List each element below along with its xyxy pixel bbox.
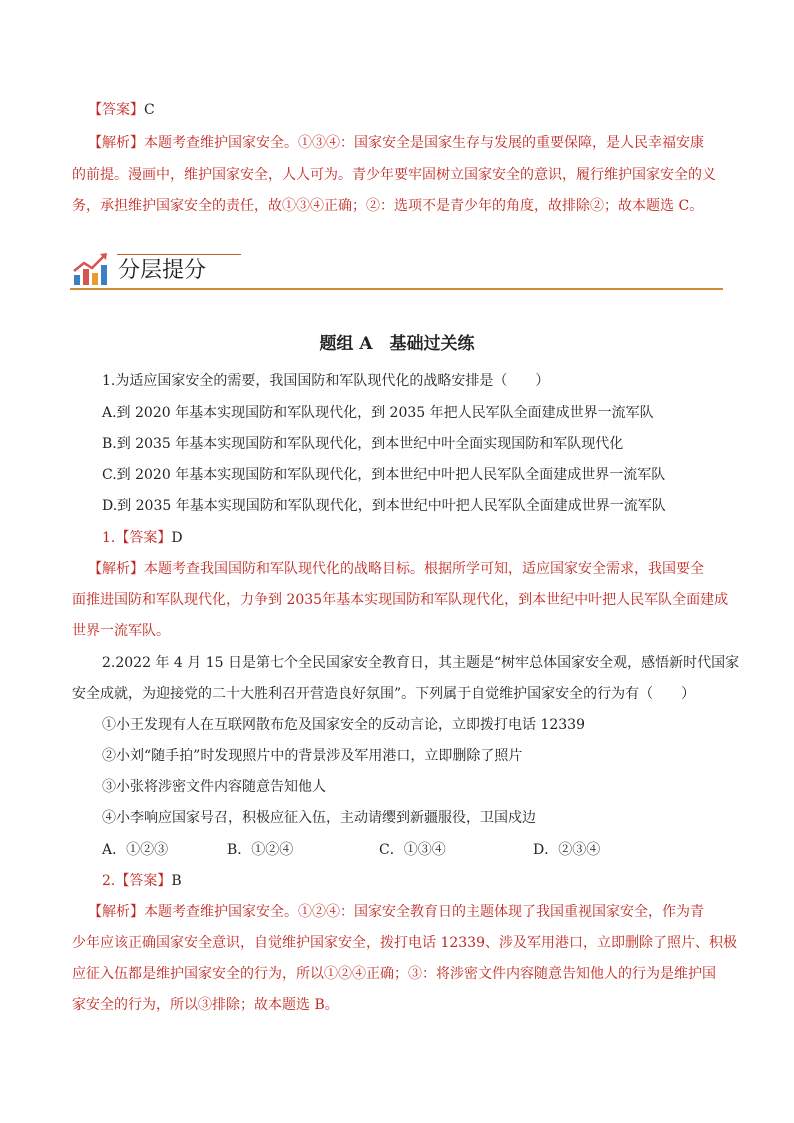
- q2-explanation-line-3: 应征入伍都是维护国家安全的行为，所以①②④正确；③：将涉密文件内容随意告知他人的行为是维护国: [72, 966, 716, 982]
- q2-item-3: ③小张将涉密文件内容随意告知他人: [102, 779, 326, 795]
- q1-explanation-text: 本题考查我国国防和军队现代化的战略目标。根据所学可知，适应国家安全需求，我国要全: [144, 561, 704, 577]
- q2-item-2: ②小刘“随手拍”时发现照片中的背景涉及军用港口，立即删除了照片: [102, 748, 523, 764]
- q2-option-b: B．①②④: [227, 842, 294, 858]
- prev-answer-line: [88, 100, 743, 120]
- q1-explanation-line-1: [88, 559, 743, 579]
- answer-tag: 【答案】: [88, 102, 144, 118]
- q1-stem: 1.为适应国家安全的需要，我国国防和军队现代化的战略安排是（ ）: [102, 373, 550, 389]
- q1-option-b: B.到 2035 年基本实现国防和军队现代化，到本世纪中叶全面实现国防和军队现代化: [102, 436, 624, 452]
- section-title: 分层提分: [118, 258, 207, 283]
- header-top-bar: [117, 254, 241, 255]
- q2-stem-line-1: 2.2022 年 4 月 15 日是第七个全民国家安全教育日，其主题是“树牢总体国家安全观，感悟新时代国家: [102, 655, 740, 671]
- prev-explanation-line-1: [88, 133, 743, 153]
- q1-option-d: D.到 2035 年基本实现国防和军队现代化，到本世纪中叶把人民军队全面建成世界一流军队: [102, 498, 666, 514]
- q2-answer-tag: 2.【答案】: [102, 873, 172, 889]
- q2-answer-line: [102, 871, 757, 891]
- section-rule: [70, 288, 723, 290]
- prev-explanation-line-3: 务，承担维护国家安全的责任，故①③④正确；②：选项不是青少年的角度，故排除②；故本题选 C。: [72, 198, 704, 214]
- q1-answer-tag: 1.【答案】: [102, 530, 172, 546]
- q1-explanation-line-3: 世界一流军队。: [72, 623, 170, 639]
- q1-option-a: A.到 2020 年基本实现国防和军队现代化，到 2035 年把人民军队全面建成世界一流军队: [102, 405, 654, 421]
- rising-chart-icon: [72, 251, 110, 287]
- q2-answer-value: B: [171, 873, 182, 889]
- explanation-text: 本题考查维护国家安全。①③④：国家安全是国家生存与发展的重要保障，是人民幸福安康: [144, 135, 704, 151]
- q1-option-c: C.到 2020 年基本实现国防和军队现代化，到本世纪中叶把人民军队全面建成世界一流军队: [102, 467, 666, 483]
- q2-option-a: A．①②③: [102, 842, 169, 858]
- q2-explanation-line-1: [88, 902, 743, 922]
- answer-value: C: [144, 102, 155, 118]
- q2-explanation-line-4: 家安全的行为，所以③排除；故本题选 B。: [72, 997, 339, 1013]
- q2-explanation-text: 本题考查维护国家安全。①②④：国家安全教育日的主题体现了我国重视国家安全，作为青: [144, 904, 704, 920]
- section-header: [70, 251, 723, 293]
- q2-item-4: ④小李响应国家号召，积极应征入伍，主动请缨到新疆服役，卫国戍边: [102, 810, 536, 826]
- q2-item-1: ①小王发现有人在互联网散布危及国家安全的反动言论，立即拨打电话 12339: [102, 717, 585, 733]
- q2-option-d: D．②③④: [533, 842, 601, 858]
- prev-explanation-line-2: 的前提。漫画中，维护国家安全，人人可为。青少年要牢固树立国家安全的意识，履行维护国家安全的义: [72, 167, 716, 183]
- q1-answer-line: [102, 528, 757, 548]
- q2-explanation-tag: 【解析】: [88, 904, 144, 920]
- q1-explanation-tag: 【解析】: [88, 561, 144, 577]
- explanation-tag: 【解析】: [88, 135, 144, 151]
- q2-options: [102, 840, 722, 860]
- q2-option-c: C．①③④: [379, 842, 446, 858]
- q1-answer-value: D: [171, 530, 183, 546]
- group-title: 题组 A 基础过关练: [319, 334, 475, 354]
- q1-explanation-line-2: 面推进国防和军队现代化，力争到 2035年基本实现国防和军队现代化，到本世纪中叶把人民军队全面建成: [72, 592, 729, 608]
- q2-stem-line-2: 安全成就，为迎接党的二十大胜利召开营造良好氛围”。下列属于自觉维护国家安全的行为有（ ）: [72, 686, 696, 702]
- q2-explanation-line-2: 少年应该正确国家安全意识，自觉维护国家安全，拨打电话 12339、涉及军用港口，立即删除了照片、积极: [72, 935, 737, 951]
